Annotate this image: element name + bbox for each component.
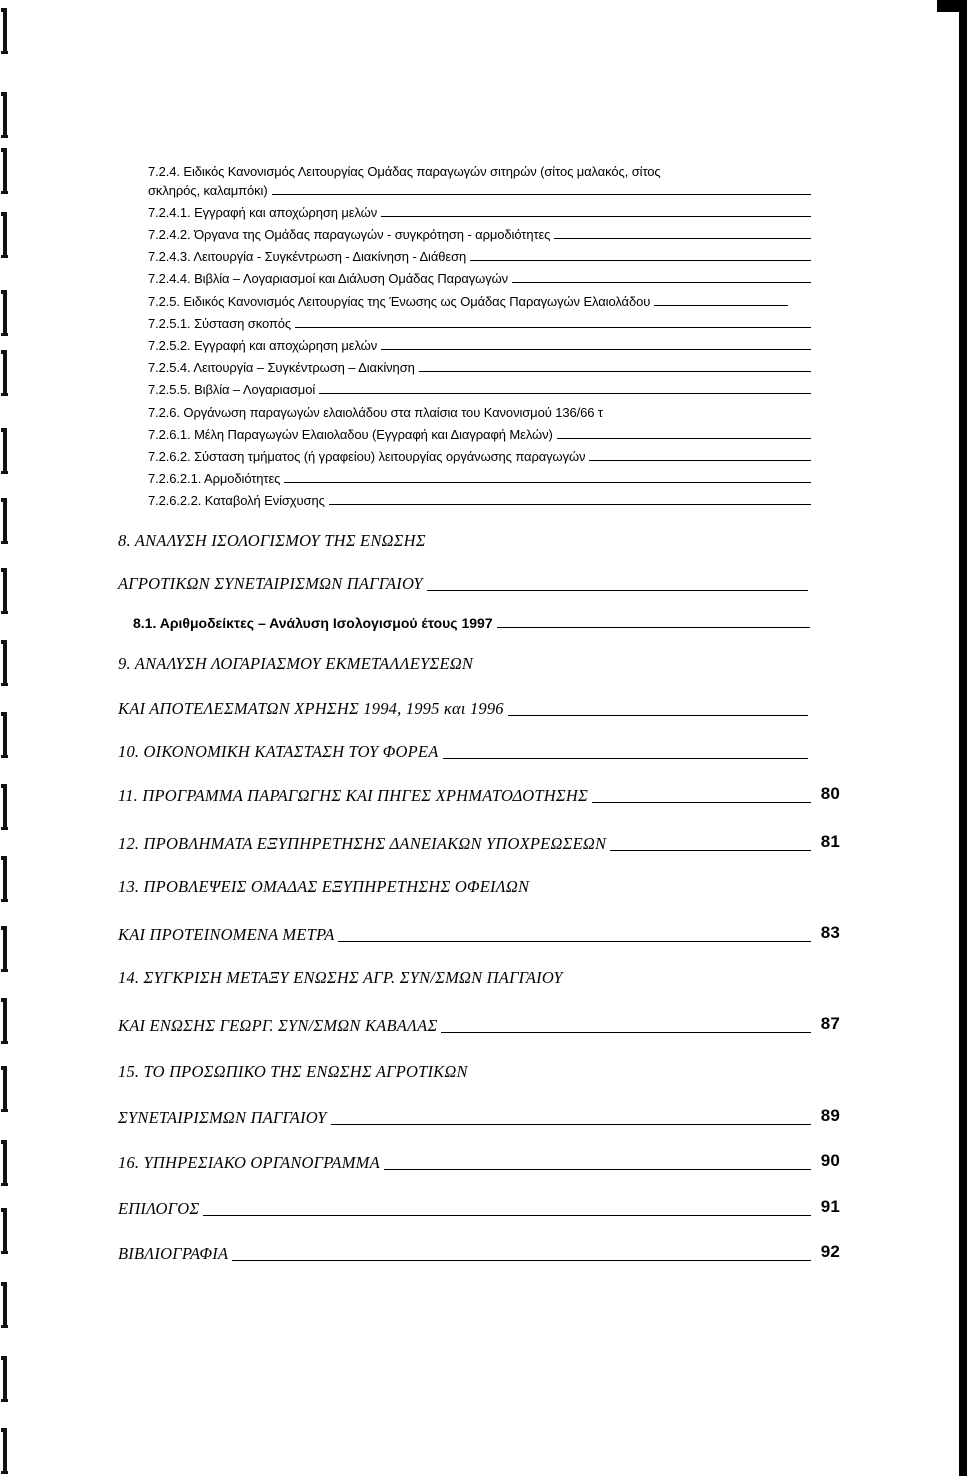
toc-leader bbox=[338, 941, 810, 942]
toc-page-number: 81 bbox=[820, 832, 840, 851]
toc-chapter-13-line1: 13. ΠΡΟΒΛΕΨΕΙΣ ΟΜΑΔΑΣ ΕΞΥΠΗΡΕΤΗΣΗΣ ΟΦΕΙΛΩΝ bbox=[118, 877, 530, 896]
toc-entry-7-2-4-4: 7.2.4.4. Βιβλία – Λογαριασμοί και Διάλυση Ομάδας Παραγωγών bbox=[148, 271, 811, 286]
toc-leader bbox=[592, 802, 811, 803]
toc-page-number: 92 bbox=[820, 1242, 840, 1261]
toc-chapter-16: 16. ΥΠΗΡΕΣΙΑΚΟ ΟΡΓΑΝΟΓΡΑΜΜΑ 90 bbox=[118, 1151, 840, 1172]
toc-entry-7-2-5-5: 7.2.5.5. Βιβλία – Λογαριασμοί bbox=[148, 382, 811, 397]
toc-page-number: 89 bbox=[820, 1106, 840, 1125]
toc-entry-7-2-6-1: 7.2.6.1. Μέλη Παραγωγών Ελαιολαδου (Εγγραφή και Διαγραφή Μελών) bbox=[148, 427, 811, 442]
toc-entry-7-2-5-2: 7.2.5.2. Εγγραφή και αποχώρηση μελών bbox=[148, 338, 811, 353]
toc-leader bbox=[443, 758, 809, 759]
toc-leader bbox=[654, 305, 788, 306]
toc-entry-7-2-5-1: 7.2.5.1. Σύσταση σκοπός bbox=[148, 316, 811, 331]
toc-leader bbox=[497, 627, 810, 628]
toc-page-number: 90 bbox=[820, 1151, 840, 1170]
toc-entry-7-2-4-line1: 7.2.4. Ειδικός Κανονισμός Λειτουργίας Ομάδας παραγωγών σιτηρών (σίτος μαλακός, σίτος bbox=[148, 164, 661, 179]
toc-entry-7-2-6-2-1: 7.2.6.2.1. Αρμοδιότητες bbox=[148, 471, 811, 486]
toc-chapter-8-line1: 8. ΑΝΑΛΥΣΗ ΙΣΟΛΟΓΙΣΜΟΥ ΤΗΣ ΕΝΩΣΗΣ bbox=[118, 531, 426, 550]
toc-entry-7-2-5: 7.2.5. Ειδικός Κανονισμός Λειτουργίας της Ένωσης ως Ομάδας Παραγωγών Ελαιολάδου bbox=[148, 294, 788, 309]
toc-bibliography: ΒΙΒΛΙΟΓΡΑΦΙΑ 92 bbox=[118, 1242, 840, 1263]
toc-entry-7-2-4-1: 7.2.4.1. Εγγραφή και αποχώρηση μελών bbox=[148, 205, 811, 220]
toc-chapter-11: 11. ΠΡΟΓΡΑΜΜΑ ΠΑΡΑΓΩΓΗΣ ΚΑΙ ΠΗΓΕΣ ΧΡΗΜΑΤΟΔΟΤΗΣΗΣ 80 bbox=[118, 784, 840, 805]
toc-leader bbox=[508, 715, 808, 716]
toc-chapter-12: 12. ΠΡΟΒΛΗΜΑΤΑ ΕΞΥΠΗΡΕΤΗΣΗΣ ΔΑΝΕΙΑΚΩΝ ΥΠΟΧΡΕΩΣΕΩΝ 81 bbox=[118, 832, 840, 853]
toc-leader bbox=[329, 504, 811, 505]
toc-chapter-14-line2: ΚΑΙ ΕΝΩΣΗΣ ΓΕΩΡΓ. ΣΥΝ/ΣΜΩΝ ΚΑΒΑΛΑΣ 87 bbox=[118, 1014, 840, 1035]
toc-leader bbox=[557, 438, 811, 439]
toc-chapter-9-line1: 9. ΑΝΑΛΥΣΗ ΛΟΓΑΡΙΑΣΜΟΥ ΕΚΜΕΤΑΛΛΕΥΣΕΩΝ bbox=[118, 654, 474, 673]
toc-entry-7-2-6-2: 7.2.6.2. Σύσταση τμήματος (ή γραφείου) λειτουργίας οργάνωσης παραγωγών bbox=[148, 449, 811, 464]
toc-entry-7-2-4-2: 7.2.4.2. Όργανα της Ομάδας παραγωγών - συγκρότηση - αρμοδιότητες bbox=[148, 227, 811, 242]
toc-page-number: 83 bbox=[820, 923, 840, 942]
toc-page-number: 91 bbox=[820, 1197, 840, 1216]
toc-leader bbox=[554, 238, 811, 239]
toc-chapter-15-line2: ΣΥΝΕΤΑΙΡΙΣΜΩΝ ΠΑΓΓΑΙΟΥ 89 bbox=[118, 1106, 840, 1127]
toc-chapter-8-line2: ΑΓΡΟΤΙΚΩΝ ΣΥΝΕΤΑΙΡΙΣΜΩΝ ΠΑΓΓΑΙΟΥ bbox=[118, 574, 808, 594]
toc-entry-7-2-5-4: 7.2.5.4. Λειτουργία – Συγκέντρωση – Διακίνηση bbox=[148, 360, 811, 375]
toc-entry-7-2-4-line2: σκληρός, καλαμπόκι) bbox=[148, 183, 811, 198]
toc-entry-7-2-4-3: 7.2.4.3. Λειτουργία - Συγκέντρωση - Διακίνηση - Διάθεση bbox=[148, 249, 811, 264]
toc-entry-7-2-6: 7.2.6. Οργάνωση παραγωγών ελαιολάδου στα πλαίσια του Κανονισμού 136/66 τ bbox=[148, 405, 603, 420]
toc-chapter-10: 10. ΟΙΚΟΝΟΜΙΚΗ ΚΑΤΑΣΤΑΣΗ ΤΟΥ ΦΟΡΕΑ bbox=[118, 742, 808, 762]
toc-section-8-1: 8.1. Αριθμοδείκτες – Ανάλυση Ισολογισμού έτους 1997 bbox=[133, 615, 810, 631]
toc-leader bbox=[610, 850, 810, 851]
toc-chapter-13-line2: ΚΑΙ ΠΡΟΤΕΙΝΟΜΕΝΑ ΜΕΤΡΑ 83 bbox=[118, 923, 840, 944]
toc-leader bbox=[331, 1124, 811, 1125]
toc-leader bbox=[284, 482, 811, 483]
toc-leader bbox=[427, 590, 808, 591]
toc-leader bbox=[203, 1215, 810, 1216]
toc-chapter-9-line2: ΚΑΙ ΑΠΟΤΕΛΕΣΜΑΤΩΝ ΧΡΗΣΗΣ 1994, 1995 και 1996 bbox=[118, 699, 808, 719]
toc-leader bbox=[441, 1032, 810, 1033]
toc-leader bbox=[470, 260, 811, 261]
toc-chapter-15-line1: 15. ΤΟ ΠΡΟΣΩΠΙΚΟ ΤΗΣ ΕΝΩΣΗΣ ΑΓΡΟΤΙΚΩΝ bbox=[118, 1062, 468, 1081]
toc-epilogue: ΕΠΙΛΟΓΟΣ 91 bbox=[118, 1197, 840, 1218]
toc-chapter-14-line1: 14. ΣΥΓΚΡΙΣΗ ΜΕΤΑΞΥ ΕΝΩΣΗΣ ΑΓΡ. ΣΥΝ/ΣΜΩΝ ΠΑΓΓΑΙΟΥ bbox=[118, 968, 563, 987]
toc-leader bbox=[512, 282, 811, 283]
toc-page-number: 87 bbox=[820, 1014, 840, 1033]
toc-leader bbox=[381, 349, 811, 350]
toc-leader bbox=[384, 1169, 811, 1170]
toc-leader bbox=[272, 194, 811, 195]
toc-leader bbox=[589, 460, 811, 461]
toc-leader bbox=[381, 216, 811, 217]
toc-entry-7-2-6-2-2: 7.2.6.2.2. Καταβολή Ενίσχυσης bbox=[148, 493, 811, 508]
toc-leader bbox=[319, 393, 811, 394]
toc-leader bbox=[295, 327, 811, 328]
toc-leader bbox=[419, 371, 811, 372]
toc-page-number: 80 bbox=[820, 784, 840, 803]
toc-leader bbox=[232, 1260, 810, 1261]
